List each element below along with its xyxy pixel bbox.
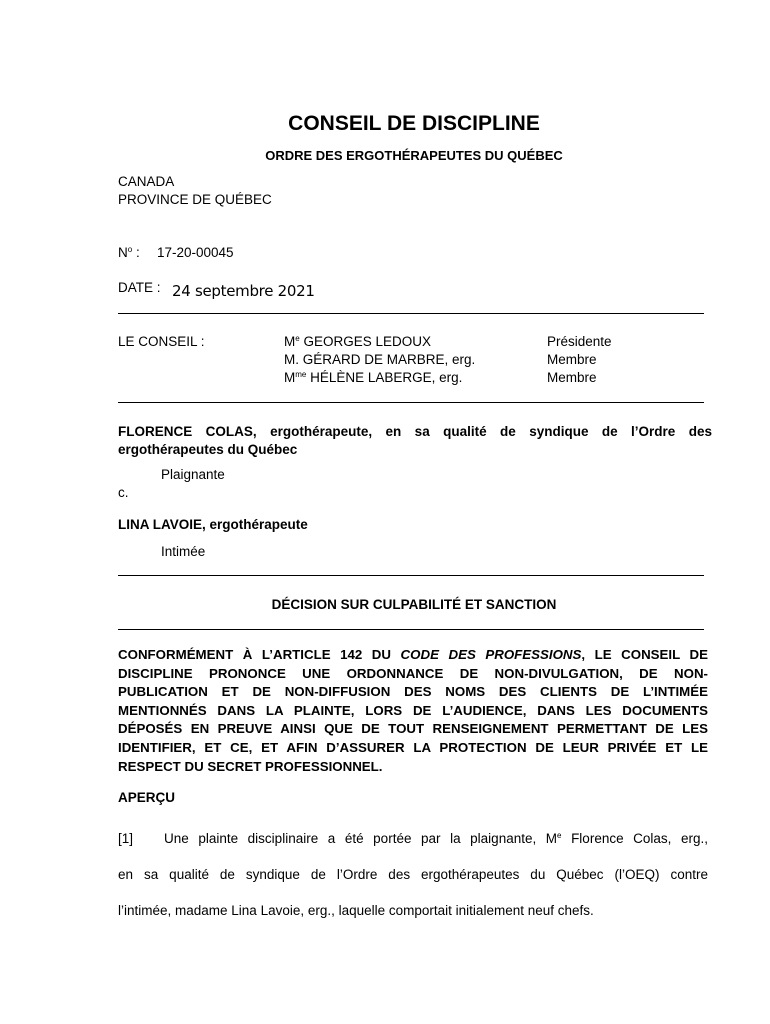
council-member-name: Me GEORGES LEDOUX	[284, 334, 431, 349]
date-value: 24 septembre 2021	[172, 282, 315, 300]
overview-line: en sa qualité de syndique de l’Ordre des ergothérapeutes du Québec (l’OEQ) contre	[118, 867, 708, 882]
overview-line: Une plainte disciplinaire a été portée par la plaignante, Me Florence Colas, erg.,	[164, 831, 708, 846]
council-member-role: Membre	[547, 352, 597, 367]
paragraph-number: [1]	[118, 831, 134, 846]
divider	[118, 575, 704, 576]
council-member-name: M. GÉRARD DE MARBRE, erg.	[284, 352, 476, 367]
divider	[118, 402, 704, 403]
council-member-role: Présidente	[547, 334, 612, 349]
plaintiff-name: FLORENCE COLAS, ergothérapeute, en sa qualité de syndique de l’Ordre des ergothérapeutes du Québec	[118, 424, 712, 457]
case-number-colon: :	[132, 245, 140, 260]
plaintiff-role: Plaignante	[161, 467, 225, 482]
versus-label: c.	[118, 485, 129, 500]
case-number-value: 17-20-00045	[157, 245, 234, 260]
province-label: PROVINCE DE QUÉBEC	[118, 192, 272, 207]
respondent-role: Intimée	[161, 544, 206, 559]
divider	[118, 629, 704, 630]
decision-title: DÉCISION SUR CULPABILITÉ ET SANCTION	[271, 597, 557, 612]
council-member-name: $M^{me}$ HÉLÈNE LABERGE, erg.	[284, 370, 463, 385]
overview-heading: APERÇU	[118, 790, 176, 805]
respondent-name: LINA LAVOIE, ergothérapeute	[118, 517, 308, 532]
divider	[118, 313, 704, 314]
case-number-label-sup: o	[127, 245, 133, 254]
country-label: CANADA	[118, 174, 175, 189]
case-number-label: N	[118, 245, 128, 260]
non-publication-order: CONFORMÉMENT À L’ARTICLE 142 DU CODE DES PROFESSIONS, LE CONSEIL DE DISCIPLINE PRONONCE UNE ORDONNANCE DE NON-DIVULGATION, DE NON-PUBLICATION ET DE NON-DIFFUSION DES NOMS DES CLIENTS DE L’INTIMÉE MENTIONNÉS DANS LA PLAINTE, LORS DE L’AUDIENCE, DANS LES DOCUMENTS DÉPOSÉS EN PREUVE AINSI QUE DE TOUT RENSEIGNEMENT PERMETTANT DE LES IDENTIFIER, ET CE, ET AFIN D’ASSURER LA PROTECTION DE LEUR PRIVÉE ET LE RESPECT DU SECRET PROFESSIONNEL.	[118, 647, 708, 774]
date-label: DATE :	[118, 280, 161, 295]
document-subtitle: ORDRE DES ERGOTHÉRAPEUTES DU QUÉBEC	[265, 148, 563, 163]
code-des-professions-title: CODE DES PROFESSIONS	[400, 647, 582, 662]
case-number-row	[118, 245, 140, 260]
council-member-role: Membre	[547, 370, 597, 385]
council-label: LE CONSEIL :	[118, 334, 205, 349]
overview-line: l’intimée, madame Lina Lavoie, erg., laquelle comportait initialement neuf chefs.	[118, 903, 594, 918]
document-title: CONSEIL DE DISCIPLINE	[288, 112, 540, 135]
